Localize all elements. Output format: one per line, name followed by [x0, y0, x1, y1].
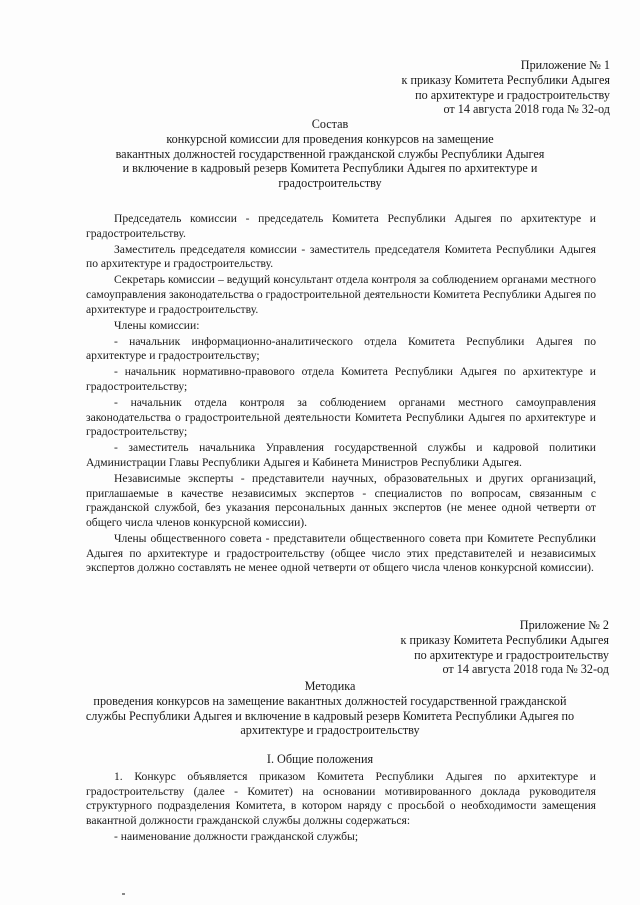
paragraph-public-council: Члены общественного совета - представители общественного совета при Комитете Республики Адыгея по архитектуре и градостроительству (общее число этих представителей и независимых экспертов должно составлять не менее одной четверти от общего числа членов конкурсной комиссии). — [86, 531, 596, 575]
paragraph-independent-experts: Независимые эксперты - представители научных, образовательных и других организаций, приглашаемые в качестве независимых экспертов - специалистов по вопросам, связанным с гражданской службой, без указания персональных данных экспертов (не менее одной четверти от общего числа членов конкурсной комиссии). — [86, 472, 596, 529]
appendix-2-line: от 14 августа 2018 года № 32-од — [442, 662, 609, 677]
scan-speck — [122, 893, 125, 895]
appendix-2-line: по архитектуре и градостроительству — [414, 647, 609, 662]
paragraph-member: - заместитель начальника Управления государственной службы и кадровой политики Администрации Главы Республики Адыгея и Кабинета Министров Республики Адыгея. — [86, 441, 596, 469]
paragraph-member: - начальник нормативно-правового отдела Комитета Республики Адыгея по архитектуре и градостроительству; — [86, 365, 596, 394]
title-line: Методика — [304, 679, 356, 693]
section-1-body — [86, 770, 596, 846]
composition-title — [90, 117, 570, 191]
title-line: вакантных должностей государственной гражданской службы Республики Адыгея — [115, 146, 545, 161]
paragraph-item-1: 1. Конкурс объявляется приказом Комитета Республики Адыгея по архитектуре и градостроительству (далее - Комитет) на основании мотивированного доклада руководителя структурного подразделения Комитета, в котором наряду с просьбой о необходимости замещения вакантной должности гражданской службы должны содержаться: — [86, 770, 596, 827]
appendix-1-line: от 14 августа 2018 года № 32-од — [443, 102, 610, 117]
paragraph-deputy-chairman: Заместитель председателя комиссии - заместитель председателя Комитета Республики Адыгея по архитектуре и градостроительству. — [86, 242, 596, 271]
title-line: Состав — [311, 117, 349, 131]
paragraph-chairman: Председатель комиссии - председатель Комитета Республики Адыгея по архитектуре и градостроительству. — [86, 212, 596, 240]
appendix-1-line: к приказу Комитета Республики Адыгея — [401, 72, 610, 87]
appendix-1-line: по архитектуре и градостроительству — [415, 87, 610, 102]
paragraph-secretary: Секретарь комиссии – ведущий консультант отдела контроля за соблюдением органами местного самоуправления законодательства о градостроительной деятельности Комитета Республики Адыгея по архитектуре и градостроительству. — [86, 273, 596, 316]
appendix-2-line: Приложение № 2 — [519, 618, 609, 632]
title-line: конкурсной комиссии для проведения конкурсов на замещение — [166, 131, 494, 146]
methodology-title — [50, 679, 610, 738]
paragraph-member: - начальник информационно-аналитического отдела Комитета Республики Адыгея по архитектуре и градостроительству; — [86, 334, 596, 363]
composition-body — [86, 212, 596, 577]
paragraph-members-heading: Члены комиссии: — [114, 318, 200, 332]
section-heading: I. Общие положения — [266, 752, 374, 766]
paragraph-bullet: - наименование должности гражданской службы; — [114, 829, 359, 843]
title-line: градостроительству — [278, 176, 382, 191]
appendix-1-line: Приложение № 1 — [520, 58, 610, 72]
appendix-1-header — [402, 58, 610, 117]
appendix-2-line: к приказу Комитета Республики Адыгея — [400, 632, 609, 647]
paragraph-member: - начальник отдела контроля за соблюдением органами местного самоуправления законодательства о градостроительной деятельности Комитета Республики Адыгея по архитектуре и градостроительству; — [86, 396, 596, 439]
title-line: службы Республики Адыгея и включение в кадровый резерв Комитета Республики Адыгея по — [85, 708, 575, 723]
title-line: проведения конкурсов на замещение вакантных должностей государственной гражданской — [93, 693, 567, 708]
appendix-2-header — [401, 618, 609, 677]
title-line: архитектуре и градостроительству — [240, 723, 420, 738]
title-line: и включение в кадровый резерв Комитета Республики Адыгея по архитектуре и — [122, 161, 538, 176]
